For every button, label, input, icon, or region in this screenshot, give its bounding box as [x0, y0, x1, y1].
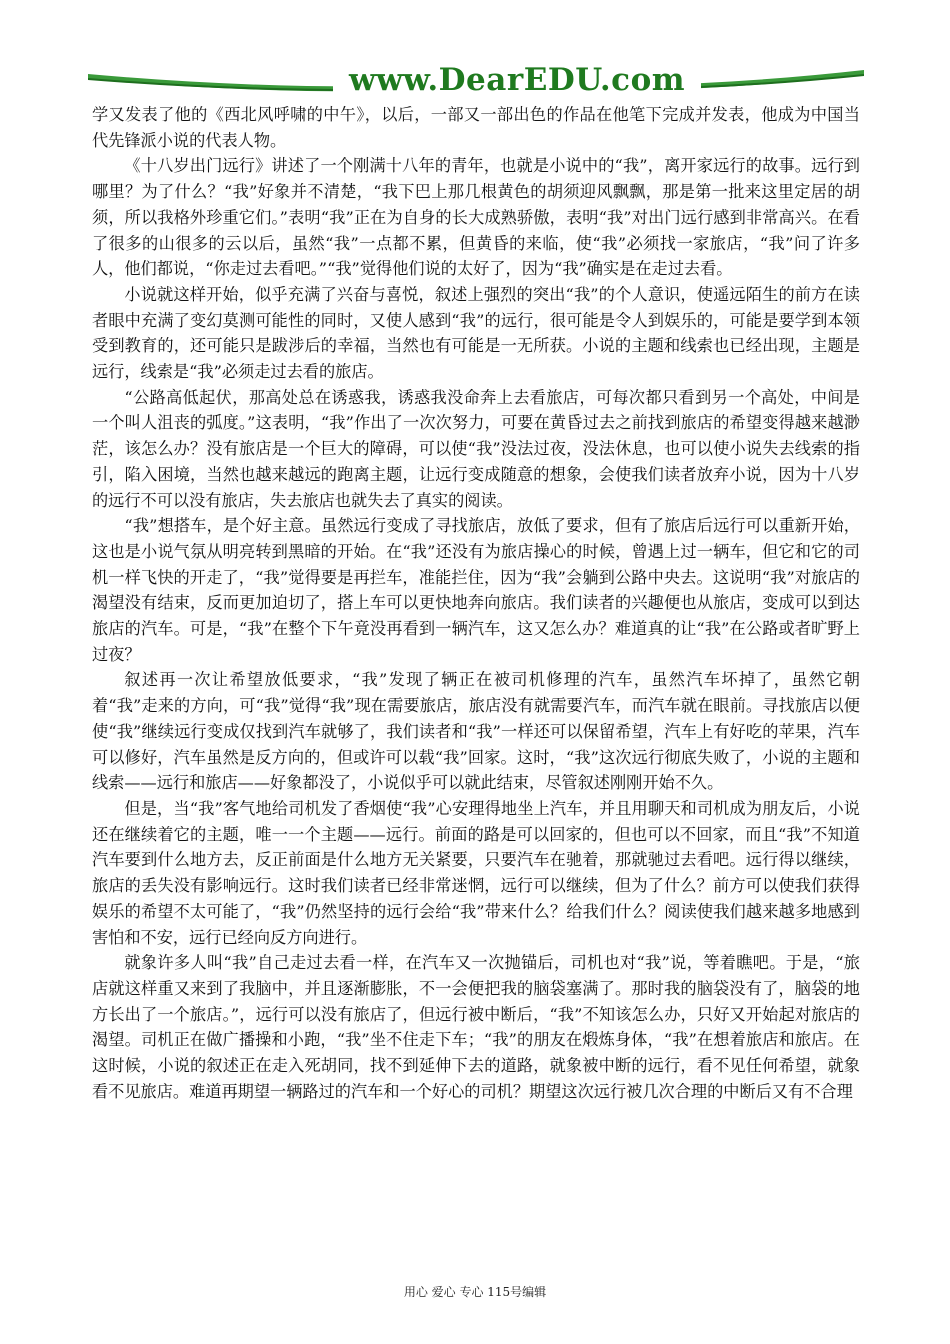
paragraph: 《十八岁出门远行》讲述了一个刚满十八年的青年，也就是小说中的“我”，离开家远行的故事。远行到哪里？为了什么？“我”好象并不清楚，“我下巴上那几根黄色的胡须迎风飘飘，那是第一批来这里定居的胡须，所以我格外珍重它们。”表明“我”正在为自身的长大成熟骄傲，表明“我”对出门远行感到非常高兴。在看了很多的山很多的云以后，虽然“我”一点都不累，但黄昏的来临，使“我”必须找一家旅店，“我”问了许多人，他们都说，“你走过去看吧。”“我”觉得他们说的太好了，因为“我”确实是在走过去看。 [92, 156, 860, 279]
paragraph: 小说就这样开始，似乎充满了兴奋与喜悦，叙述上强烈的突出“我”的个人意识，使遥远陌生的前方在读者眼中充满了变幻莫测可能性的同时，又使人感到“我”的远行，很可能是令人到娱乐的，可能是要学到本领受到教育的，还可能只是跋涉后的幸福，当然也有可能是一无所获。小说的主题和线索也已经出现，主题是远行，线索是“我”必须走过去看的旅店。 [92, 284, 860, 382]
paragraph: “我”想搭车，是个好主意。虽然远行变成了寻找旅店，放低了要求，但有了旅店后远行可以重新开始，这也是小说气氛从明亮转到黑暗的开始。在“我”还没有为旅店操心的时候，曾遇上过一辆车，但它和它的司机一样飞快的开走了，“我”觉得要是再拦车，准能拦住，因为“我”会躺到公路中央去。这说明“我”对旅店的渴望没有结束，反而更加迫切了，搭上车可以更快地奔向旅店。我们读者的兴趣便也从旅店，变成可以到达旅店的汽车。可是，“我”在整个下午竟没再看到一辆汽车，这又怎么办？难道真的让“我”在公路或者旷野上过夜？ [92, 516, 860, 664]
page-footer: 用心 爱心 专心 115号编辑 [403, 1285, 547, 1299]
paragraph: 叙述再一次让希望放低要求，“我”发现了辆正在被司机修理的汽车，虽然汽车坏掉了，虽然它朝着“我”走来的方向，可“我”觉得“我”现在需要旅店，旅店没有就需要汽车，而汽车就在眼前。寻找旅店以便使“我”继续远行变成仅找到汽车就够了，我们读者和“我”一样还可以保留希望，汽车上有好吃的苹果，汽车可以修好，汽车虽然是反方向的，但或许可以载“我”回家。这时，“我”这次远行彻底失败了，小说的主题和线索——远行和旅店——好象都没了，小说似乎可以就此结束，尽管叙述刚刚开始不久。 [92, 670, 860, 793]
paragraph: “公路高低起伏，那高处总在诱惑我，诱惑我没命奔上去看旅店，可每次都只看到另一个高处，中间是一个叫人沮丧的弧度。”这表明，“我”作出了一次次努力，可要在黄昏过去之前找到旅店的希望变得越来越渺茫，该怎么办？没有旅店是一个巨大的障碍，可以使“我”没法过夜，没法休息，也可以使小说失去线索的指引，陷入困境，当然也越来越远的跑离主题，让远行变成随意的想象，会使我们读者放弃小说，因为十八岁的远行不可以没有旅店，失去旅店也就失去了真实的阅读。 [92, 387, 860, 510]
page-header [88, 56, 864, 106]
article-body [92, 102, 860, 1104]
paragraph-continuation: 学又发表了他的《西北风呼啸的中午》，以后，一部又一部出色的作品在他笔下完成并发表，他成为中国当代先锋派小说的代表人物。 [92, 105, 860, 150]
site-logo-text: www.DearEDU.com [333, 63, 701, 97]
paragraph: 但是，当“我”客气地给司机发了香烟使“我”心安理得地坐上汽车，并且用聊天和司机成为朋友后，小说还在继续着它的主题，唯一一个主题——远行。前面的路是可以回家的，但也可以不回家，而且“我”不知道汽车要到什么地方去，反正前面是什么地方无关紧要，只要汽车在驰着，那就驰过去看吧。远行得以继续，旅店的丢失没有影响远行。这时我们读者已经非常迷惘，远行可以继续，但为了什么？前方可以使我们获得娱乐的希望不太可能了，“我”仍然坚持的远行会给“我”带来什么？给我们什么？阅读使我们越来越多地感到害怕和不安，远行已经向反方向进行。 [92, 798, 860, 947]
paragraph: 就象许多人叫“我”自己走过去看一样，在汽车又一次抛锚后，司机也对“我”说，等着瞧吧。于是，“旅店就这样重又来到了我脑中，并且逐渐膨胀，不一会便把我的脑袋塞满了。那时我的脑袋没有了，脑袋的地方长出了一个旅店。”，远行可以没有旅店了，但远行被中断后，“我”不知该怎么办，只好又开始起对旅店的渴望。司机正在做广播操和小跑，“我”坐不住走下车；“我”的朋友在煅炼身体，“我”在想着旅店和旅店。在这时候，小说的叙述正在走入死胡同，找不到延伸下去的道路，就象被中断的远行，看不见任何希望，就象看不见旅店。难道再期望一辆路过的汽车和一个好心的司机？期望这次远行被几次合理的中断后又有不合理 [92, 953, 860, 1101]
